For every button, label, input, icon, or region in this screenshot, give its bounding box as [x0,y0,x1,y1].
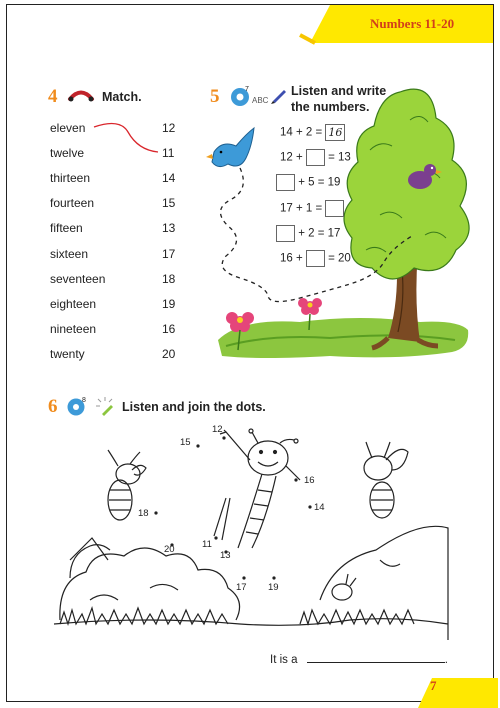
number-19[interactable]: 19 [162,297,176,311]
dot-label-20: 20 [164,544,175,555]
word-seventeen[interactable]: seventeen [50,272,106,286]
dot-label-11: 11 [202,539,212,550]
track-number: 7 [245,86,249,93]
word-thirteen[interactable]: thirteen [50,171,91,185]
track-number: 8 [82,397,86,404]
number-16[interactable]: 16 [162,322,176,336]
word-eleven[interactable]: eleven [50,121,86,135]
abc-label: ABC [252,96,269,105]
dot-label-17: 17 [236,582,247,593]
section-5-number: 5 [210,86,220,107]
answer-box-filled[interactable]: 16 [325,124,345,141]
section-6-title: Listen and join the dots. [122,400,266,414]
dot-label-15: 15 [180,437,191,448]
number-14[interactable]: 14 [162,171,176,185]
number-17[interactable]: 17 [162,247,176,261]
number-15[interactable]: 15 [162,196,176,210]
page-number: 7 [430,678,437,693]
word-twelve[interactable]: twelve [50,146,85,160]
word-fourteen[interactable]: fourteen [50,196,95,210]
section-5-title-line1: Listen and write [291,84,387,98]
number-20[interactable]: 20 [162,347,176,361]
number-13[interactable]: 13 [162,221,176,235]
dot-label-12: 12 [212,424,223,435]
answer-blank[interactable] [307,650,445,663]
dot-label-14: 14 [314,502,325,513]
equation-2: 12 + = 13 [280,149,351,166]
word-sixteen[interactable]: sixteen [50,247,89,261]
section-5-title-line2: the numbers. [291,100,370,114]
section-4-title: Match. [102,90,142,104]
equation-3: + 5 = 19 [276,174,340,191]
page-header-title: Numbers 11-20 [370,16,455,31]
equation-6: 16 + = 20 [280,250,351,267]
number-12[interactable]: 12 [162,121,176,135]
answer-sentence: It is a . [270,650,448,666]
dot-label-19: 19 [268,582,279,593]
word-twenty[interactable]: twenty [50,347,85,361]
word-fifteen[interactable]: fifteen [50,221,83,235]
dot-label-16: 16 [304,475,315,486]
equation-5: + 2 = 17 [276,225,340,242]
section-4-number: 4 [48,86,58,107]
word-nineteen[interactable]: nineteen [50,322,97,336]
equation-4: 17 + 1 = [280,200,344,217]
number-18[interactable]: 18 [162,272,176,286]
section-6-number: 6 [48,396,58,417]
number-11[interactable]: 11 [162,146,175,160]
dot-label-18: 18 [138,508,149,519]
dot-label-13: 13 [220,550,231,561]
equation-1: 14 + 2 = 16 [280,124,345,141]
word-eighteen[interactable]: eighteen [50,297,97,311]
